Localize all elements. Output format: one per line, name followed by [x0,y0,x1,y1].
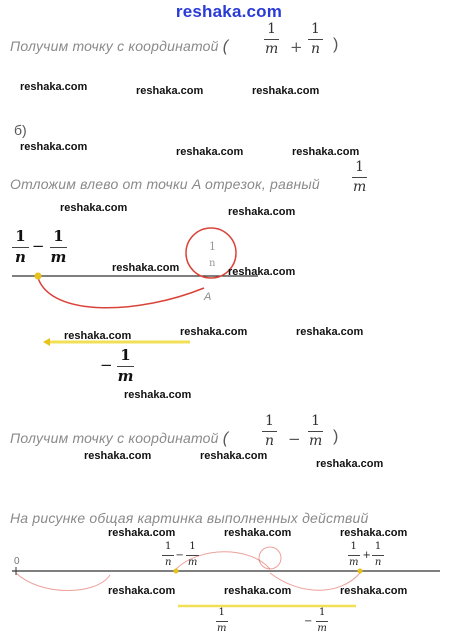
watermark: reshaka.com [292,146,360,158]
figure-2 [0,540,458,616]
svg-text:n: n [209,258,216,269]
watermark: reshaka.com [252,85,320,97]
watermark: reshaka.com [136,85,204,97]
watermark: reshaka.com [60,202,128,214]
watermark: reshaka.com [176,146,244,158]
label-minus-1-over-m: − $\frac{1}{m}$ [304,607,327,634]
label-1m-plus-1n: $\frac{1}{m}$ + $\frac{1}{n}$ [346,542,384,568]
watermark: reshaka.com [64,330,132,342]
watermark: reshaka.com [224,527,292,539]
circle-mark [259,547,281,569]
close-paren: ) [333,36,339,53]
line-3-text: Получим точку с координатой [10,430,219,446]
close-paren: ) [333,428,339,445]
watermark: reshaka.com [180,326,248,338]
watermark: reshaka.com [296,326,364,338]
svg-text:1: 1 [209,240,216,253]
arrow-left-icon [43,338,50,346]
open-paren: ( [222,38,229,55]
arc-shape [16,573,110,591]
line-1 [10,38,228,56]
watermark: reshaka.com [224,585,292,597]
line-1-text: Получим точку с координатой [10,38,219,54]
watermark: reshaka.com [108,585,176,597]
label-minus-1-over-m: − $\frac{1}{m}$ [100,346,134,385]
line-4: На рисунке общая картинка выполненных действий [10,510,369,526]
watermark: reshaka.com [316,458,384,470]
fraction-1-over-n: $\frac{1}{n}$ [308,22,323,56]
minus-sign: − [288,430,301,448]
point-dot [358,569,363,574]
open-paren: ( [222,430,229,447]
plus-sign: + [290,38,303,56]
line-3 [10,430,228,448]
label-1n-minus-1m: $\frac{1}{n}$ − $\frac{1}{m}$ [162,542,200,568]
watermark: reshaka.com [200,450,268,462]
part-b-label: б) [14,122,27,138]
fraction-1-over-m: $\frac{1}{m}$ [309,413,323,449]
watermark: reshaka.com [124,389,192,401]
watermark: reshaka.com [84,450,152,462]
fraction-1-over-m: $\frac{1}{m}$ [353,159,367,195]
fraction-1-over-n: $\frac{1}{n}$ [262,414,277,448]
arc-shape [176,552,270,569]
label-1-over-m: $\frac{1}{m}$ [217,607,227,634]
watermark: reshaka.com [228,266,296,278]
point-dot [174,569,179,574]
point-dot [35,273,42,280]
label-1n-minus-1m: $\frac{1}{n}$ − $\frac{1}{m}$ [12,229,69,266]
arc-shape [38,278,204,308]
line-2: Отложим влево от точки A отрезок, равный [10,176,320,192]
watermark: reshaka.com [340,527,408,539]
fraction-1-over-m: $\frac{1}{m}$ [265,21,279,57]
watermark: reshaka.com [20,141,88,153]
watermark: reshaka.com [20,81,88,93]
zero-label: 0 [14,556,20,567]
point-A-label: A [204,291,212,303]
watermark: reshaka.com [108,527,176,539]
site-header[interactable]: reshaka.com [175,2,283,21]
figure-1 [0,218,458,368]
watermark: reshaka.com [112,262,180,274]
watermark: reshaka.com [228,206,296,218]
watermark: reshaka.com [340,585,408,597]
